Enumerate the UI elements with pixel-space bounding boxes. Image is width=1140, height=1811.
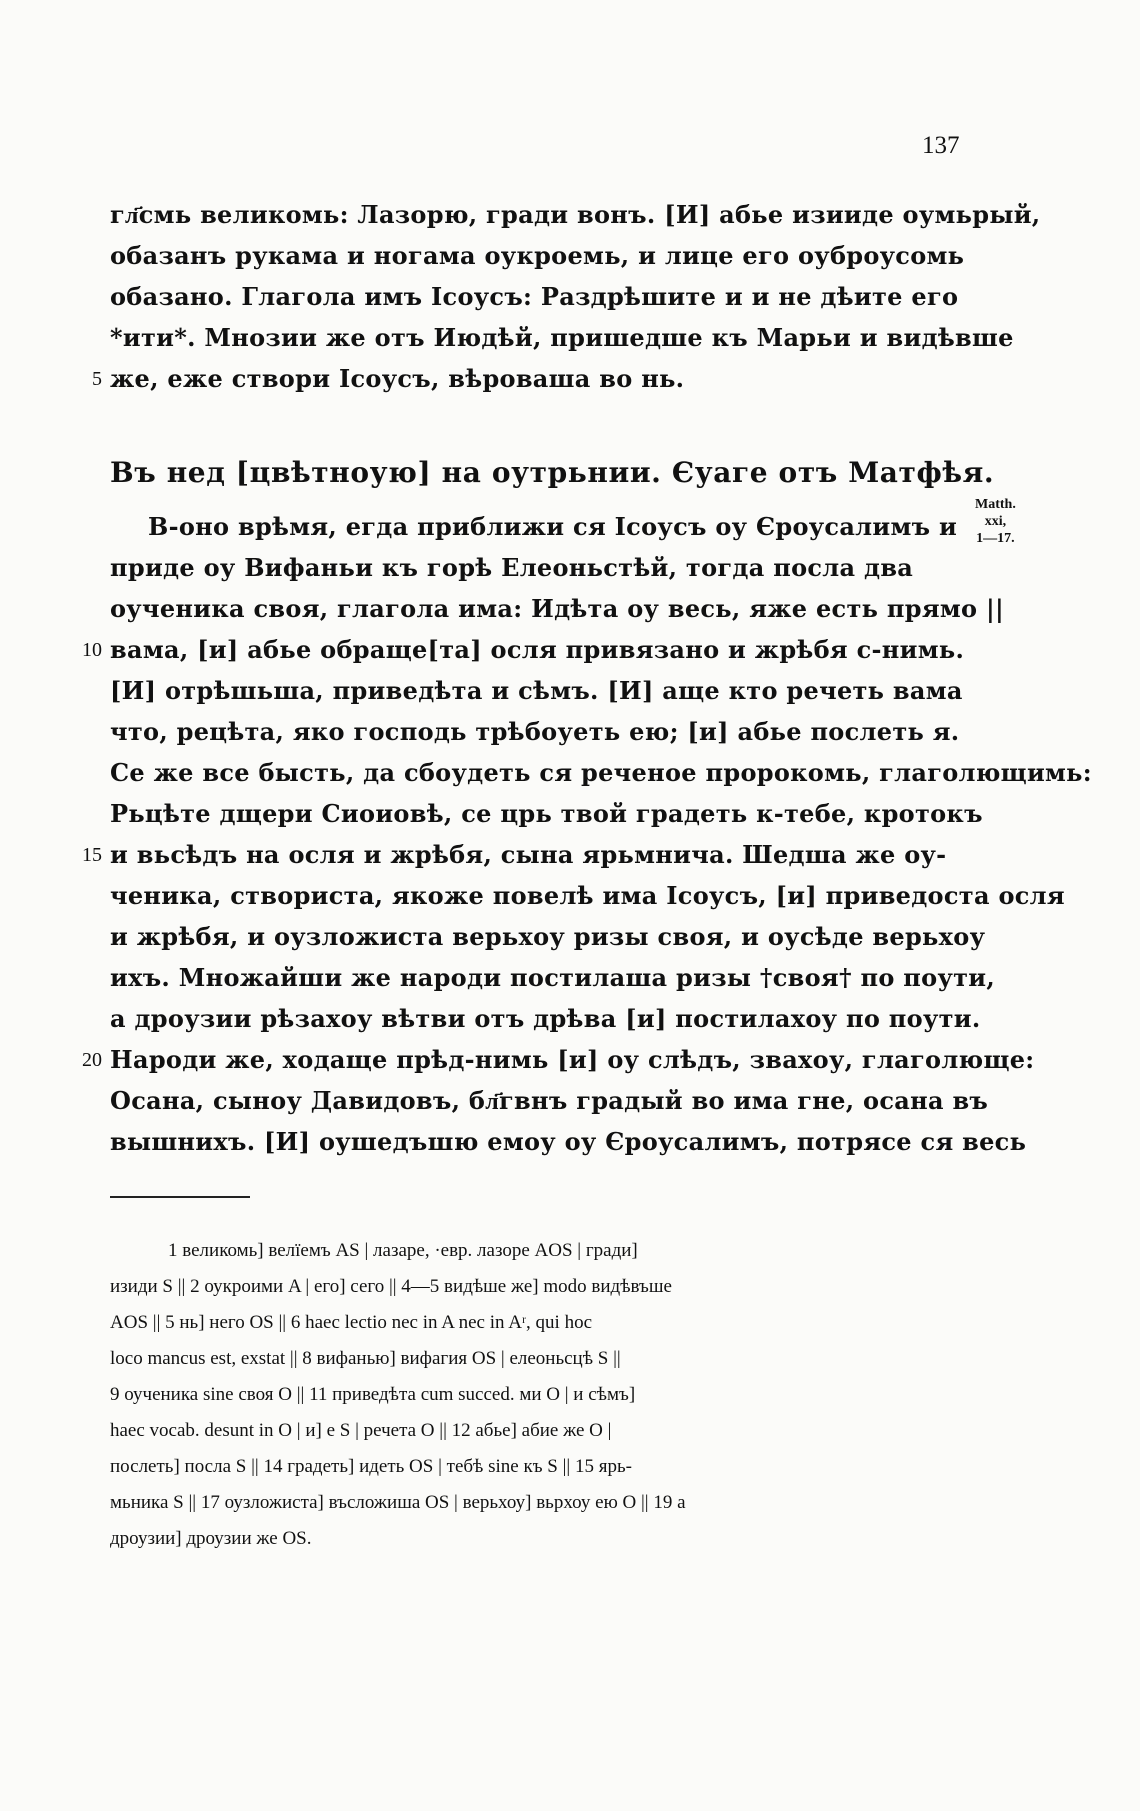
footnote-divider <box>110 1196 250 1198</box>
text-line: и жрѣбя, и оузложиста верьхоу ризы своя, и оусѣде верьхоу <box>110 922 986 951</box>
line-number: 5 <box>92 368 102 390</box>
text-line: приде оу Вифаньи къ горѣ Елеоньстѣй, тогда посла два <box>110 553 914 582</box>
text-line: обазанъ рукама и ногама оукроемь, и лице его оуброусомь <box>110 241 965 270</box>
page-number: 137 <box>922 132 960 159</box>
text-line: а дроузии рѣзахоу вѣтви отъ дрѣва [и] постилахоу по поути. <box>110 1004 981 1033</box>
text-line: Народи же, ходаще прѣд-нимь [и] оу слѣдъ, звахоу, глаголюще: <box>110 1045 1035 1074</box>
margin-ref-verses: 1—17. <box>976 531 1015 546</box>
text-line: же, еже створи Ісоусъ, вѣроваша во нь. <box>110 364 685 393</box>
footnote-line: 1 великомь] велїемъ AS | лазаре, ·евр. лазоре AOS | гради] <box>168 1240 638 1261</box>
text-line: вама, [и] абье обраще[та] осля привязано и жрѣбя с-нимь. <box>110 635 965 664</box>
line-number: 20 <box>82 1049 102 1071</box>
text-line: обазано. Глагола имъ Ісоусъ: Раздрѣшите и и не дѣите его <box>110 282 959 311</box>
text-line: Се же все бысть, да сбоудеть ся реченое пророкомь, глаголющимь: <box>110 758 1092 787</box>
text-line: [И] отрѣшьша, приведѣта и сѣмъ. [И] аще кто речеть вама <box>110 676 963 705</box>
margin-reference <box>975 496 1016 547</box>
text-line: В-оно врѣмя, егда приближи ся Ісоусъ оу Єроусалимъ и <box>148 512 958 541</box>
text-line: Осана, сыноу Давидовъ, бл҃гвнъ градый во има гне, осана въ <box>110 1086 989 1115</box>
text-line: *ити*. Мнозии же отъ Июдѣй, пришедше къ Марьи и видѣвше <box>110 323 1014 352</box>
text-line: и вьсѣдъ на осля и жрѣбя, сына ярьмнича. Шедша же оу- <box>110 840 947 869</box>
footnote-line: мьника S || 17 оузложиста] въсложиша OS | верьхоу] вьрхоу ею O || 19 а <box>110 1492 686 1513</box>
footnote-line: дроузии] дроузии же OS. <box>110 1528 312 1549</box>
text-line: гл҃смь великомь: Лазорю, гради вонъ. [И] абье изииде оумьрый, <box>110 200 1041 229</box>
footnote-line: 9 оученика sine своя O || 11 приведѣта cum succed. ми O | и сѣмъ] <box>110 1384 636 1405</box>
footnote-line: loco mancus est, exstat || 8 вифанью] вифагия OS | елеоньсцѣ S || <box>110 1348 621 1369</box>
margin-ref-book: Matth. <box>975 497 1016 512</box>
text-line: вышнихъ. [И] оушедъшю емоу оу Єроусалимъ, потрясе ся весь <box>110 1127 1027 1156</box>
text-line: Рьцѣте дщери Сиоиовѣ, се црь твой градеть к-тебе, кротокъ <box>110 799 983 828</box>
margin-ref-chapter: xxi, <box>984 514 1007 529</box>
section-heading: Въ нед [цвѣтноую] на оутрьнии. Єуаге отъ Матфѣя. <box>110 456 995 489</box>
text-line: что, рецѣта, яко господь трѣбоуеть ею; [и] абье послеть я. <box>110 717 960 746</box>
footnote-line: haec vocab. desunt in O | и] е S | речета O || 12 абье] абие же O | <box>110 1420 612 1441</box>
text-line: ихъ. Множайши же народи постилаша ризы †своя† по поути, <box>110 963 996 992</box>
text-line: оученика своя, глагола има: Идѣта оу весь, яже есть прямо || <box>110 594 1005 623</box>
footnote-line: изиди S || 2 оукроими A | его] сего || 4—5 видѣше же] modo видѣвъше <box>110 1276 672 1297</box>
footnote-line: AOS || 5 нь] него OS || 6 haec lectio nec in A nec in Aʳ, qui hoc <box>110 1312 593 1333</box>
text-line: ченика, створиста, якоже повелѣ има Ісоусъ, [и] приведоста осля <box>110 881 1065 910</box>
footnote-line: послеть] посла S || 14 градеть] идеть OS | тебѣ sine къ S || 15 ярь- <box>110 1456 632 1477</box>
line-number: 10 <box>82 639 102 661</box>
line-number: 15 <box>82 844 102 866</box>
